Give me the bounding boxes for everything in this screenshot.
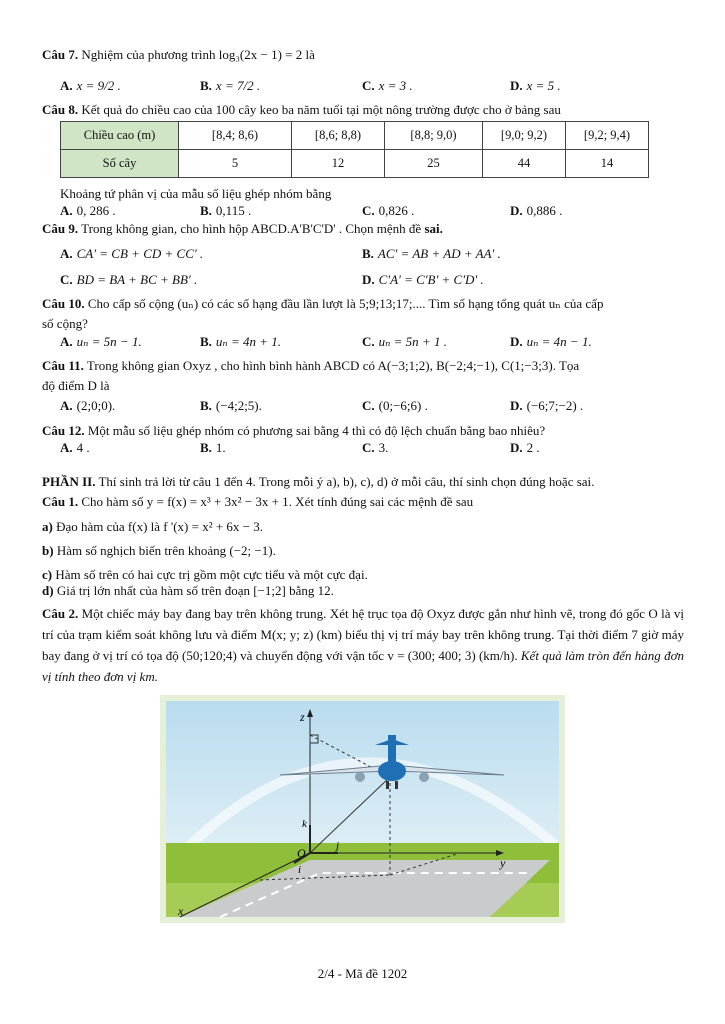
- question-text: Cho hàm số y = f(x) = x³ + 3x² − 3x + 1. Xét tính đúng sai các mệnh đề sau: [81, 494, 474, 509]
- question-emphasis: sai.: [424, 221, 443, 236]
- vector-j-label: j: [336, 840, 340, 852]
- question-label: Câu 7.: [42, 47, 79, 62]
- q9-option-a[interactable]: A. CA' = CB + CD + CC' .: [60, 246, 204, 261]
- q9-option-d[interactable]: D. C'A' = C'B' + C'D' .: [362, 272, 484, 287]
- table-row: [61, 150, 649, 178]
- table-cell: 25: [385, 150, 483, 178]
- q10-option-c[interactable]: C. uₙ = 5n + 1 .: [362, 334, 447, 349]
- table-cell: [9,2; 9,4): [566, 122, 649, 150]
- question-text: Trong không gian Oxyz , cho hình bình hành ABCD có A(−3;1;2), B(−2;4;−1), C(1;−3;3). Tọa: [86, 358, 580, 373]
- q7-option-d[interactable]: D. x = 5 .: [510, 78, 561, 93]
- q12-option-b[interactable]: B. 1.: [200, 440, 226, 455]
- question-label: Câu 1.: [42, 494, 79, 509]
- q8-option-a[interactable]: A. 0, 286 .: [60, 203, 116, 218]
- question-text: Cho cấp số cộng (uₙ) có các số hạng đầu lần lượt là 5;9;13;17;.... Tìm số hạng tổng quát uₙ của cấp: [87, 296, 604, 311]
- question-8: [42, 102, 561, 118]
- q11-option-b[interactable]: B. (−4;2;5).: [200, 398, 262, 413]
- table-cell: [8,6; 8,8): [292, 122, 385, 150]
- question-label: Câu 2.: [42, 606, 79, 621]
- question-note: Kết quả làm tròn đến hàng đơn vị tính theo đơn vị km.: [42, 648, 685, 684]
- part-2-heading: [42, 474, 594, 490]
- table-cell: 5: [179, 150, 292, 178]
- q9-option-b[interactable]: B. AC' = AB + AD + AA' .: [362, 246, 501, 261]
- question-9: [42, 221, 443, 237]
- part2-question-1: [42, 494, 473, 510]
- axis-label-z: z: [300, 710, 305, 724]
- table-row: [61, 122, 649, 150]
- table-cell: 44: [483, 150, 566, 178]
- statement-d[interactable]: d) Giá trị lớn nhất của hàm số trên đoạn [−1;2] bằng 12.: [42, 583, 334, 598]
- q7-option-c[interactable]: C. x = 3 .: [362, 78, 413, 93]
- q12-option-c[interactable]: C. 3.: [362, 440, 389, 455]
- table-header-height: Chiều cao (m): [61, 122, 179, 150]
- question-7: [42, 47, 315, 63]
- q11-option-c[interactable]: C. (0;−6;6) .: [362, 398, 428, 413]
- q8-option-c[interactable]: C. 0,826 .: [362, 203, 415, 218]
- q8-option-b[interactable]: B. 0,115 .: [200, 203, 252, 218]
- q10-option-b[interactable]: B. uₙ = 4n + 1.: [200, 334, 281, 349]
- q7-option-b[interactable]: B. x = 7/2 .: [200, 78, 261, 93]
- question-label: Câu 11.: [42, 358, 84, 373]
- statement-c[interactable]: c) Hàm số trên có hai cực trị gồm một cực tiểu và một cực đại.: [42, 567, 368, 582]
- question-label: Câu 9.: [42, 221, 79, 236]
- question-text: Một mẫu số liệu ghép nhóm có phương sai bằng 4 thì có độ lệch chuẩn bằng bao nhiêu?: [87, 423, 546, 438]
- page-footer: 2/4 - Mã đề 1202: [317, 966, 408, 981]
- vector-i-label: i: [298, 864, 302, 876]
- part-text: Thí sinh trả lời từ câu 1 đến 4. Trong mỗi ý a), b), c), d) ở mỗi câu, thí sinh chọn đúng hoặc sai.: [98, 474, 595, 489]
- q8-option-d[interactable]: D. 0,886 .: [510, 203, 563, 218]
- part-label: PHẦN II.: [42, 474, 96, 489]
- question-11: [42, 358, 579, 374]
- vector-k-label: k: [302, 818, 307, 830]
- table-header-count: Số cây: [61, 150, 179, 178]
- airplane-figure: [160, 695, 565, 923]
- question-label: Câu 12.: [42, 423, 85, 438]
- question-text: Trong không gian, cho hình hộp ABCD.A'B'C'D' . Chọn mệnh đề: [81, 221, 422, 236]
- origin-label: O: [297, 846, 306, 860]
- question-12: [42, 423, 545, 439]
- q12-option-d[interactable]: D. 2 .: [510, 440, 540, 455]
- question-10-cont: số cộng?: [42, 316, 88, 331]
- table-cell: [8,8; 9,0): [385, 122, 483, 150]
- q10-option-d[interactable]: D. uₙ = 4n − 1.: [510, 334, 592, 349]
- question-10: [42, 296, 603, 312]
- q12-option-a[interactable]: A. 4 .: [60, 440, 90, 455]
- axis-label-y: y: [500, 856, 506, 870]
- part2-question-2: [42, 603, 684, 687]
- question-label: Câu 8.: [42, 102, 79, 117]
- table-cell: [8,4; 8,6): [179, 122, 292, 150]
- question-text: Nghiệm của phương trình log₃(2x − 1) = 2 là: [81, 47, 315, 62]
- q11-option-a[interactable]: A. (2;0;0).: [60, 398, 116, 413]
- q10-option-a[interactable]: A. uₙ = 5n − 1.: [60, 334, 142, 349]
- q9-option-c[interactable]: C. BD = BA + BC + BB' .: [60, 272, 198, 287]
- table-cell: 14: [566, 150, 649, 178]
- statement-a[interactable]: a) Đạo hàm của f(x) là f '(x) = x² + 6x − 3.: [42, 519, 264, 534]
- statement-b[interactable]: b) Hàm số nghịch biến trên khoảng (−2; −1).: [42, 543, 276, 558]
- axis-label-x: x: [178, 904, 184, 918]
- q11-option-d[interactable]: D. (−6;7;−2) .: [510, 398, 584, 413]
- table-cell: [9,0; 9,2): [483, 122, 566, 150]
- table-cell: 12: [292, 150, 385, 178]
- question-label: Câu 10.: [42, 296, 85, 311]
- question-text: Một chiếc máy bay đang bay trên không trung. Xét hệ trục tọa độ Oxyz được gắn như hình vẽ, trong đó gốc O là vị trí của trạm kiểm soát không lưu và điểm M(x; y; z) (km) biểu thị vị trí máy bay trên không trung. Tại thời điểm 7 giờ máy bay đang ở vị trí có tọa độ (50;120;4) và chuyển động với vận tốc v = (300; 400; 3) (km/h).: [42, 606, 685, 663]
- q7-option-a[interactable]: A. x = 9/2 .: [60, 78, 121, 93]
- question-11-cont: độ điểm D là: [42, 378, 110, 393]
- q8-subtext: Khoảng tứ phân vị của mẫu số liệu ghép nhóm bằng: [60, 186, 332, 201]
- frequency-table: [60, 121, 649, 178]
- question-text: Kết quả đo chiều cao của 100 cây keo ba năm tuổi tại một nông trường được cho ở bảng sau: [81, 102, 561, 117]
